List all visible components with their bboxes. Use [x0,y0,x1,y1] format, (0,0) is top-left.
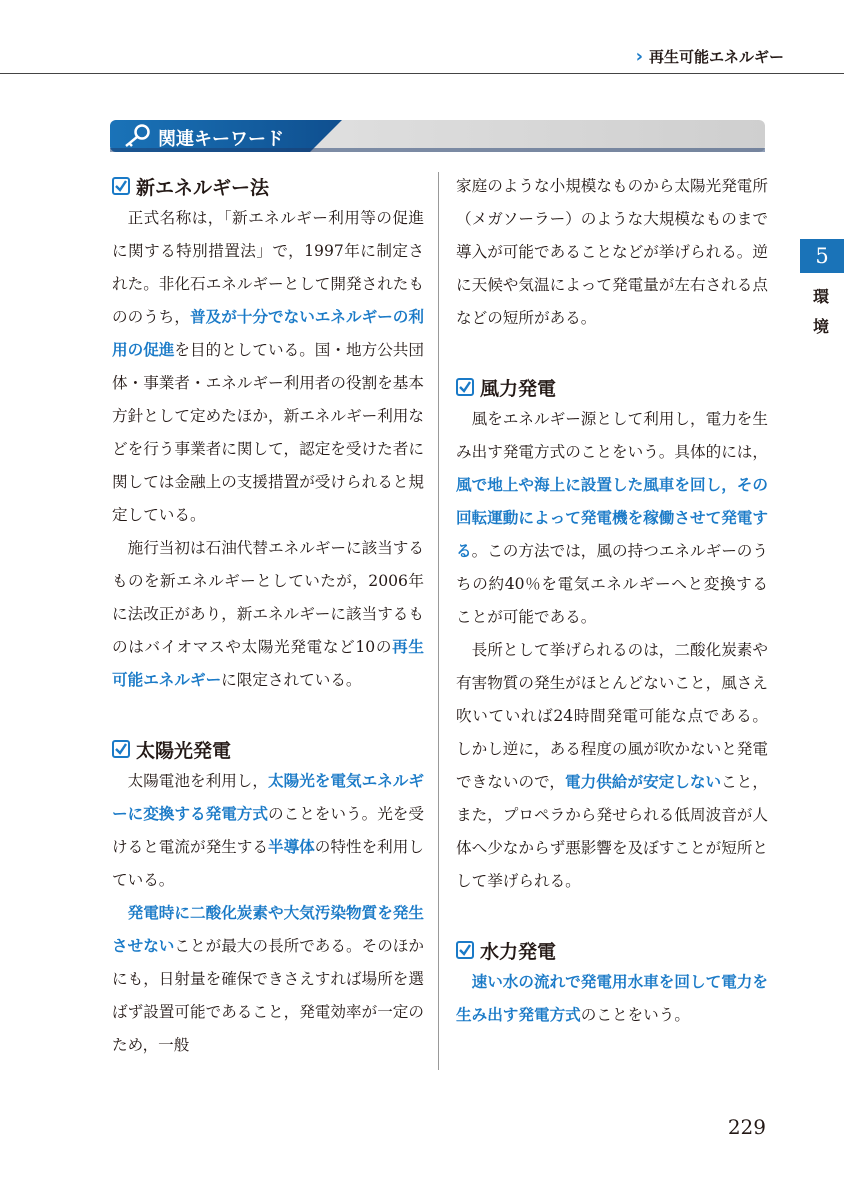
section-heading [112,170,424,202]
section-title: 再生可能エネルギー [648,48,784,66]
highlight: 電力供給が安定しない [565,773,722,791]
highlight: 発電時に二酸化炭素や大気汚染物質を発生させない [112,904,424,955]
section-heading [456,371,768,403]
highlight: 風で地上や海上に設置した風車を回し，その回転運動によって発電機を稼働させて発電する [456,476,768,560]
paragraph: 風をエネルギー源として利用し，電力を生み出す発電方式のことをいう。具体的には，風で地上や海上に設置した風車を回し，その回転運動によって発電機を稼働させて発電する。この方法では，風の持つエネルギーのうちの約40％を電気エネルギーへと変換することが可能である。 [456,410,768,626]
section-heading-text: 新エネルギー法 [136,176,270,199]
highlight: 半導体 [267,838,315,856]
keyword-banner-title: 関連キーワード [158,129,284,150]
section-heading [456,934,768,966]
paragraph: 家庭のような小規模なものから太陽光発電所（メガソーラー）のような大規模なものまで導入が可能であることなどが挙げられる。逆に天候や気温によって発電量が左右される点などの短所がある。 [456,177,768,327]
column-divider [438,172,439,1070]
header-rule [0,73,844,74]
section-heading [112,733,424,765]
highlight: 普及が十分でないエネルギーの利用の促進 [112,308,424,359]
chapter-number-tab[interactable]: 5 [800,239,844,273]
checkbox-icon [112,740,130,758]
section-heading-text: 太陽光発電 [136,739,232,762]
section-heading-text: 風力発電 [480,377,557,400]
paragraph: 速い水の流れで発電用水車を回して電力を生み出す発電方式のことをいう。 [456,973,768,1024]
chapter-label: 環境 [812,287,829,336]
page-number: 229 [727,1115,766,1139]
paragraph: 正式名称は，「新エネルギー利用等の促進に関する特別措置法」で，1997年に制定された。非化石エネルギーとして開発されたもののうち，普及が十分でないエネルギーの利用の促進を目的としている。国・地方公共団体・事業者・エネルギー利用者の役割を基本方針として定めたほか，新エネルギー利用などを行う事業者に関して，認定を受けた者に関しては金融上の支援措置が受けられると規定している。 [112,209,424,524]
key-icon [122,124,150,148]
chevron-right-icon: › [635,45,643,67]
right-column [456,170,768,1032]
paragraph: 長所として挙げられるのは，二酸化炭素や有害物質の発生がほとんどないこと，風さえ吹いていれば24時間発電可能な点である。しかし逆に，ある程度の風が吹かないと発電できないので，電力供給が安定しないこと，また，プロペラから発せられる低周波音が人体へ少なからず悪影響を及ぼすことが短所として挙げられる。 [456,641,768,890]
checkbox-icon [456,941,474,959]
running-header [636,46,784,67]
keyword-banner [110,118,765,154]
checkbox-icon [112,177,130,195]
paragraph: 施行当初は石油代替エネルギーに該当するものを新エネルギーとしていたが，2006年に法改正があり，新エネルギーに該当するものはバイオマスや太陽光発電など10の再生可能エネルギーに限定されている。 [112,539,424,689]
highlight: 速い水の流れで発電用水車を回して電力を生み出す発電方式 [456,973,768,1024]
paragraph: 太陽電池を利用し，太陽光を電気エネルギーに変換する発電方式のことをいう。光を受けると電流が発生する半導体の特性を利用している。 [112,772,424,889]
highlight: 再生可能エネルギー [112,638,424,689]
paragraph: 発電時に二酸化炭素や大気汚染物質を発生させないことが最大の長所である。そのほかにも，日射量を確保できさえすれば場所を選ばず設置可能であること，発電効率が一定のため，一般 [112,904,424,1054]
section-heading-text: 水力発電 [480,940,557,963]
highlight: 太陽光を電気エネルギーに変換する発電方式 [112,772,424,823]
left-column [112,170,424,1062]
checkbox-icon [456,378,474,396]
